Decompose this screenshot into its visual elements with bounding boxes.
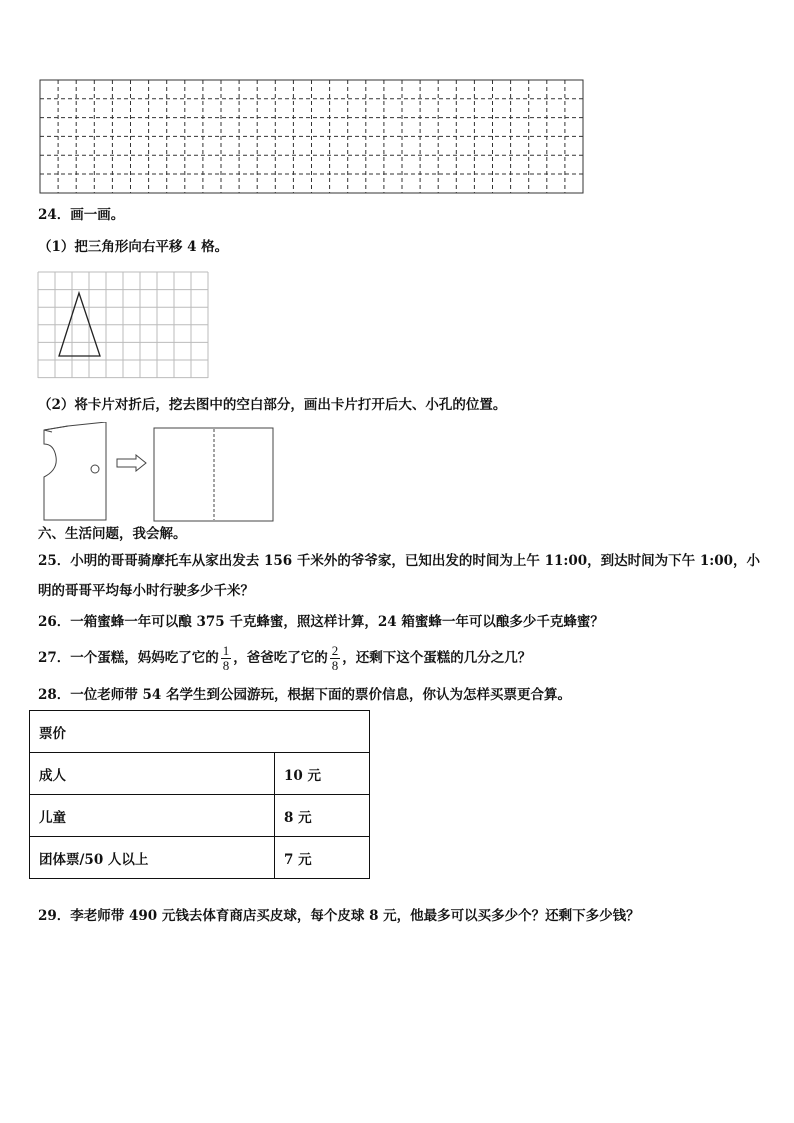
section-6-title: 六、生活问题，我会解。: [38, 526, 187, 542]
ticket-type-cell: 成人: [30, 753, 275, 795]
ticket-price-table: [29, 710, 370, 879]
question-24-part-1: （1）把三角形向右平移 4 格。: [38, 239, 229, 255]
question-27-part-b: ，爸爸吃了它的: [233, 650, 328, 666]
table-row: [30, 753, 370, 795]
table-header-row: [30, 711, 370, 753]
right-arrow-icon: [116, 454, 148, 472]
ticket-type-cell: 儿童: [30, 795, 275, 837]
folded-card-figure: [38, 422, 108, 522]
question-24-part-2: （2）将卡片对折后，挖去图中的空白部分，画出卡片打开后大、小孔的位置。: [38, 397, 507, 413]
ticket-price-cell: 10 元: [275, 753, 370, 795]
question-26: 26．一箱蜜蜂一年可以酿 375 千克蜂蜜，照这样计算，24 箱蜜蜂一年可以酿多少千克蜂蜜？: [38, 614, 604, 630]
question-27-part-c: ，还剩下这个蛋糕的几分之几？: [342, 650, 532, 666]
fraction-two-eighths: [330, 644, 341, 673]
unfolded-card-box: [153, 427, 275, 523]
fraction-2-numerator: 2: [331, 643, 339, 658]
ticket-price-cell: 7 元: [275, 837, 370, 879]
ticket-price-cell: 8 元: [275, 795, 370, 837]
small-hole-circle: [91, 465, 99, 473]
fraction-1-denominator: 8: [222, 658, 230, 673]
fraction-2-denominator: 8: [331, 658, 339, 673]
fraction-1-numerator: 1: [222, 643, 230, 658]
question-25-line-2: 明的哥哥平均每小时行驶多少千米？: [38, 583, 254, 599]
question-25-line-1: 25．小明的哥哥骑摩托车从家出发去 156 千米外的爷爷家，已知出发的时间为上午 11:00，到达时间为下午 1:00，小: [38, 553, 760, 569]
question-24-title: 24．画一画。: [38, 207, 125, 223]
ticket-type-cell: 团体票/50 人以上: [30, 837, 275, 879]
question-29: 29．李老师带 490 元钱去体育商店买皮球，每个皮球 8 元，他最多可以买多少个？还剩下多少钱？: [38, 908, 640, 924]
question-27-part-a: 27．一个蛋糕，妈妈吃了它的: [38, 650, 219, 666]
table-header-cell: 票价: [30, 711, 370, 753]
writing-grid: [38, 79, 586, 195]
table-row: [30, 837, 370, 879]
table-row: [30, 795, 370, 837]
question-27: [38, 640, 531, 676]
question-28: 28．一位老师带 54 名学生到公园游玩，根据下面的票价信息，你认为怎样买票更合算。: [38, 687, 571, 703]
fraction-one-eighth: [221, 644, 232, 673]
triangle-grid: [37, 271, 209, 379]
